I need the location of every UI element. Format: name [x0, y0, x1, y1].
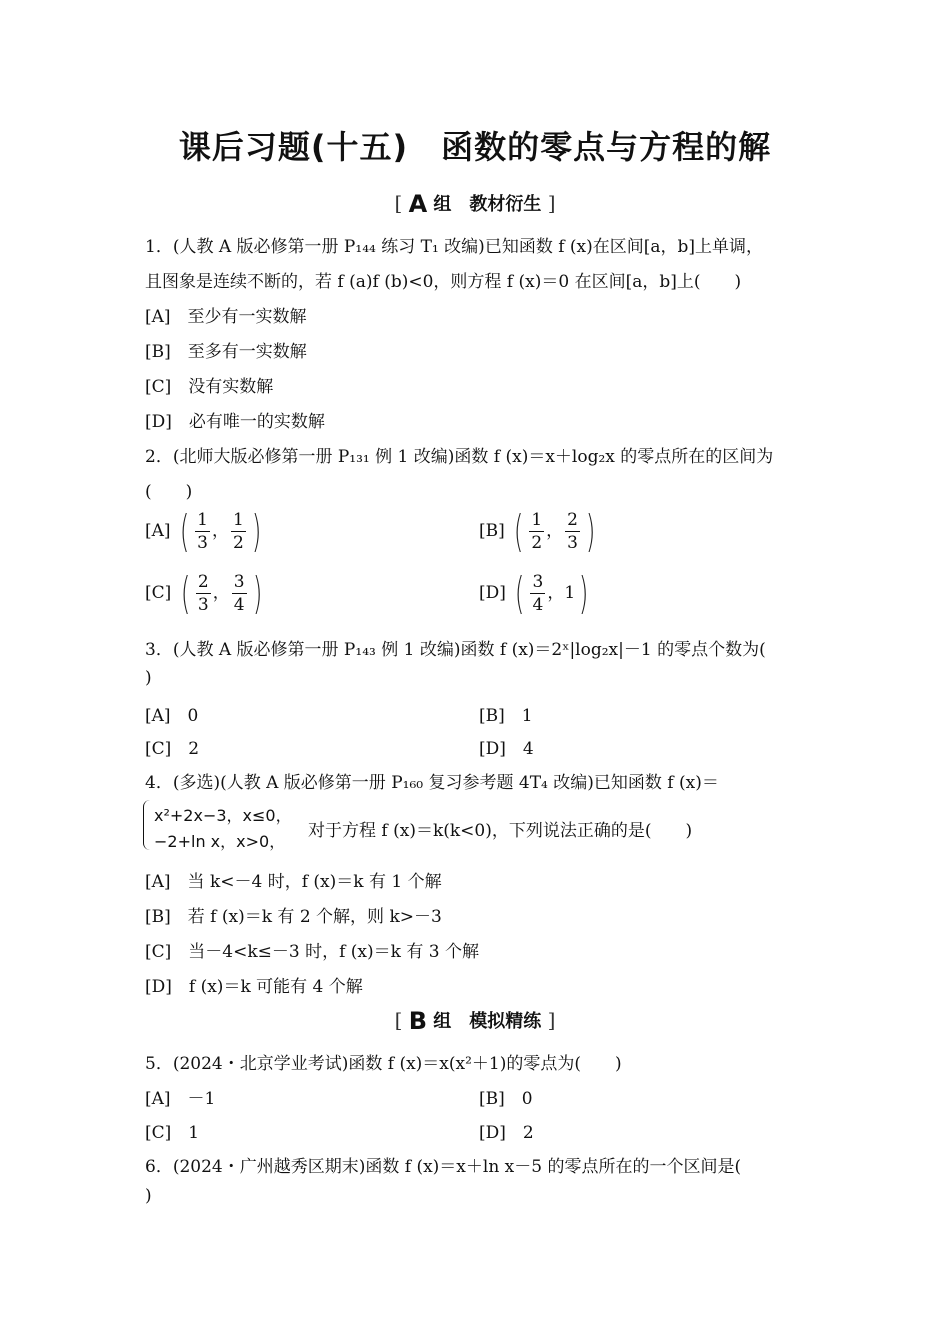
q2-stem-line1: 2．(北师大版必修第一册 P₁₃₁ 例 1 改编)函数 f (x)＝x＋log₂x 的零点所在的区间为 — [145, 447, 774, 467]
q6-stem-line2: ) — [145, 1186, 152, 1206]
q5-option-a[interactable]: [A] －1 — [145, 1089, 216, 1109]
q3-option-d[interactable]: [D] 4 — [479, 739, 534, 759]
q2-option-d[interactable]: [D] ( $\frac{3}{4}$ ，1) — [479, 568, 589, 619]
fraction: $\frac{3}{4}$ — [233, 572, 245, 615]
group-label: 组 模拟精练 — [433, 1011, 542, 1032]
page-title: 课后习题(十五) 函数的零点与方程的解 — [178, 128, 772, 166]
q1-option-a[interactable]: [A] 至少有一实数解 — [145, 307, 307, 327]
q5-option-c[interactable]: [C] 1 — [145, 1123, 200, 1143]
q2-option-b[interactable]: [B] ( $\frac{1}{2}$ ， $\frac{2}{3}$ ) — [479, 506, 596, 557]
q3-option-b[interactable]: [B] 1 — [479, 706, 533, 726]
piecewise-brace — [143, 800, 150, 850]
q4-piece-1: x²+2x−3，x≤0， — [154, 806, 292, 825]
q4-stem-line2: 对于方程 f (x)＝k(k<0)，下列说法正确的是( ) — [308, 821, 693, 841]
group-letter: B — [408, 1007, 427, 1035]
q4-option-d[interactable]: [D] f (x)＝k 可能有 4 个解 — [145, 977, 363, 997]
q5-option-d[interactable]: [D] 2 — [479, 1123, 534, 1143]
q1-option-c[interactable]: [C] 没有实数解 — [145, 377, 274, 397]
q1-stem-line1: 1．(人教 A 版必修第一册 P₁₄₄ 练习 T₁ 改编)已知函数 f (x)在区间[a，b]上单调， — [145, 237, 764, 257]
bracket-open: [ — [394, 191, 403, 215]
q4-piece-2: −2+ln x，x>0， — [154, 832, 286, 851]
bracket-open: [ — [394, 1008, 403, 1032]
fraction: $\frac{3}{4}$ — [532, 572, 544, 615]
q4-option-b[interactable]: [B] 若 f (x)＝k 有 2 个解，则 k>－3 — [145, 907, 442, 927]
q2-stem-line2: ( ) — [145, 482, 193, 502]
q2-option-a[interactable]: [A] ( $\frac{1}{3}$ ， $\frac{1}{2}$ ) — [145, 506, 262, 557]
q4-option-a[interactable]: [A] 当 k<－4 时，f (x)＝k 有 1 个解 — [145, 872, 442, 892]
q3-option-c[interactable]: [C] 2 — [145, 739, 200, 759]
group-label: 组 教材衍生 — [433, 194, 542, 215]
fraction: $\frac{1}{2}$ — [232, 510, 244, 553]
group-b-heading — [0, 1007, 950, 1035]
bracket-close: ] — [547, 1008, 556, 1032]
q5-stem-line1: 5．(2024・北京学业考试)函数 f (x)＝x(x²＋1)的零点为( ) — [145, 1054, 622, 1074]
q1-option-d[interactable]: [D] 必有唯一的实数解 — [145, 412, 325, 432]
fraction: $\frac{2}{3}$ — [197, 572, 209, 615]
q5-option-b[interactable]: [B] 0 — [479, 1089, 533, 1109]
q2-option-c[interactable]: [C] ( $\frac{2}{3}$ ， $\frac{3}{4}$ ) — [145, 568, 262, 619]
q3-stem-line2: ) — [145, 668, 152, 688]
q1-stem-line2: 且图象是连续不断的，若 f (a)f (b)<0，则方程 f (x)＝0 在区间[a，b]上( ) — [145, 272, 742, 292]
bracket-close: ] — [547, 191, 556, 215]
q3-option-a[interactable]: [A] 0 — [145, 706, 199, 726]
q3-stem-line1: 3．(人教 A 版必修第一册 P₁₄₃ 例 1 改编)函数 f (x)＝2ˣ|log₂x|－1 的零点个数为( — [145, 640, 766, 660]
q4-option-c[interactable]: [C] 当－4<k≤－3 时，f (x)＝k 有 3 个解 — [145, 942, 479, 962]
q1-option-b[interactable]: [B] 至多有一实数解 — [145, 342, 307, 362]
group-letter: A — [408, 190, 428, 218]
group-a-heading — [0, 190, 950, 218]
fraction: $\frac{1}{3}$ — [197, 510, 208, 553]
q4-stem-line1: 4．(多选)(人教 A 版必修第一册 P₁₆₀ 复习参考题 4T₄ 改编)已知函数 f (x)＝ — [145, 773, 719, 793]
q6-stem-line1: 6．(2024・广州越秀区期末)函数 f (x)＝x＋ln x－5 的零点所在的一个区间是( — [145, 1157, 742, 1177]
fraction: $\frac{1}{2}$ — [531, 510, 543, 553]
fraction: $\frac{2}{3}$ — [567, 510, 578, 553]
